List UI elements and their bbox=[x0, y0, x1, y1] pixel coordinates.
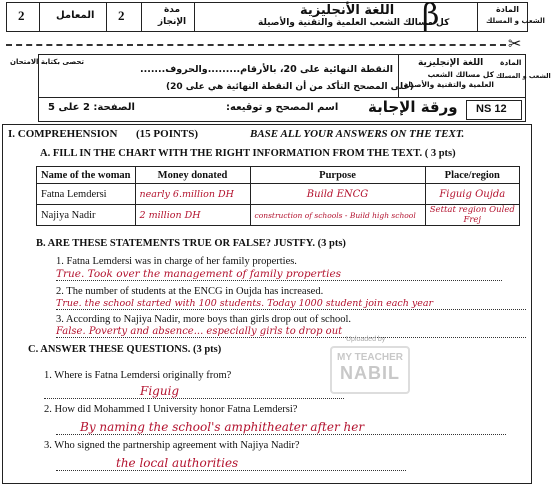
answer-sheet-title: ورقة الإجابة bbox=[368, 98, 458, 116]
part-c-title: C. ANSWER THESE QUESTIONS. (3 pts) bbox=[28, 344, 222, 355]
chart-cell-place[interactable]: Figuig Oujda bbox=[425, 184, 519, 205]
statement-1: 1. Fatna Lemdersi was in charge of her family properties. bbox=[56, 256, 297, 267]
watermark-line1: MY TEACHER bbox=[337, 352, 403, 363]
question-3: 3. Who signed the partnership agreement with Najiya Nadir? bbox=[44, 440, 300, 451]
material-label: المادة bbox=[496, 5, 519, 14]
header2-hline bbox=[38, 97, 398, 98]
statement-1-answer[interactable]: True. Took over the management of family properties bbox=[56, 268, 502, 281]
duration-label: مدة الإنجاز bbox=[157, 5, 187, 27]
question-1-answer[interactable]: Figuig bbox=[44, 384, 344, 399]
corrector-label: اسم المصحح و توقيعه: bbox=[226, 102, 339, 113]
statement-3-answer[interactable]: False. Poverty and absence... especially girls to drop out bbox=[56, 326, 526, 338]
page-label: الصفحة: 2 على 5 bbox=[48, 102, 135, 113]
chart-header-money: Money donated bbox=[135, 167, 250, 184]
chart-header-place: Place/region bbox=[425, 167, 519, 184]
coef-label: المعامل bbox=[56, 10, 95, 21]
subject2-title: اللغة الإنجليزية bbox=[418, 58, 484, 68]
question-2-answer[interactable]: By naming the school's amphitheater after her bbox=[56, 420, 506, 435]
statement-2-answer[interactable]: True. the school started with 100 students. Today 1000 student join each year bbox=[56, 298, 526, 310]
chart-cell-name: Najiya Nadir bbox=[37, 205, 136, 226]
part-a-title: A. FILL IN THE CHART WITH THE RIGHT INFORMATION FROM THE TEXT. ( 3 pts) bbox=[40, 148, 456, 159]
check-grade-line: (على المصحح التأكد من أن النقطة النهائية هي على 20) bbox=[166, 82, 414, 92]
chart-row bbox=[37, 184, 520, 205]
streams2-label: كل مسالك الشعب العلمية والتقنية والأصيلة bbox=[403, 70, 494, 89]
code-label: NS 12 bbox=[476, 103, 507, 115]
statement-3: 3. According to Najiya Nadir, more boys than girls drop out of school. bbox=[56, 314, 351, 325]
chart-cell-money[interactable]: nearly 6.million DH bbox=[135, 184, 250, 205]
section-instruction: BASE ALL YOUR ANSWERS ON THE TEXT. bbox=[250, 128, 465, 140]
part-b-title: B. ARE THESE STATEMENTS TRUE OR FALSE? JUSTFY. (3 pts) bbox=[36, 238, 346, 249]
material2-label: المادة bbox=[500, 58, 522, 67]
branch-label: الشعب و المسلك bbox=[486, 17, 545, 25]
watermark-uploaded: Uploaded by bbox=[346, 336, 386, 343]
question-2: 2. How did Mohammed I University honor Fatna Lemdersi? bbox=[44, 404, 298, 415]
chart-row bbox=[37, 205, 520, 226]
chart-header-purpose: Purpose bbox=[250, 167, 425, 184]
chart-cell-place[interactable]: Settat region Ouled Frej bbox=[425, 205, 519, 226]
question-3-answer[interactable]: the local authorities bbox=[56, 456, 406, 471]
chart-cell-purpose[interactable]: construction of schools - Build high school bbox=[250, 205, 425, 226]
chart-header-row bbox=[37, 167, 520, 184]
subject-title: اللغة الأنجليزية bbox=[300, 3, 395, 18]
streams-label: كل مسالك الشعب العلمية والتقنية والأصيلة bbox=[258, 18, 450, 28]
coef-value: 2 bbox=[18, 8, 25, 23]
chart-cell-money[interactable]: 2 million DH bbox=[135, 205, 250, 226]
section-points: (15 POINTS) bbox=[136, 128, 199, 140]
chart-cell-purpose[interactable]: Build ENCG bbox=[250, 184, 425, 205]
cut-line bbox=[6, 44, 506, 46]
side-note: تحصى بكتابة الامتحان bbox=[10, 58, 85, 66]
chart-cell-name: Fatna Lemdersi bbox=[37, 184, 136, 205]
final-grade-line: النقطة النهائية على 20، بالأرقام.........والحروف....... bbox=[140, 64, 393, 75]
section-title: I. COMPREHENSION bbox=[8, 128, 118, 140]
scissors-icon: ✂ bbox=[508, 34, 522, 53]
branch2-label: الشعب و المسلك bbox=[496, 72, 551, 80]
watermark-line2: NABIL bbox=[340, 363, 400, 383]
info-chart bbox=[36, 166, 520, 226]
question-1: 1. Where is Fatna Lemdersi originally from? bbox=[44, 370, 232, 381]
duration-value: 2 bbox=[118, 8, 125, 23]
statement-2: 2. The number of students at the ENCG in Oujda has increased. bbox=[56, 286, 324, 297]
chart-header-name: Name of the woman bbox=[37, 167, 136, 184]
beta-logo: β bbox=[422, 0, 440, 33]
